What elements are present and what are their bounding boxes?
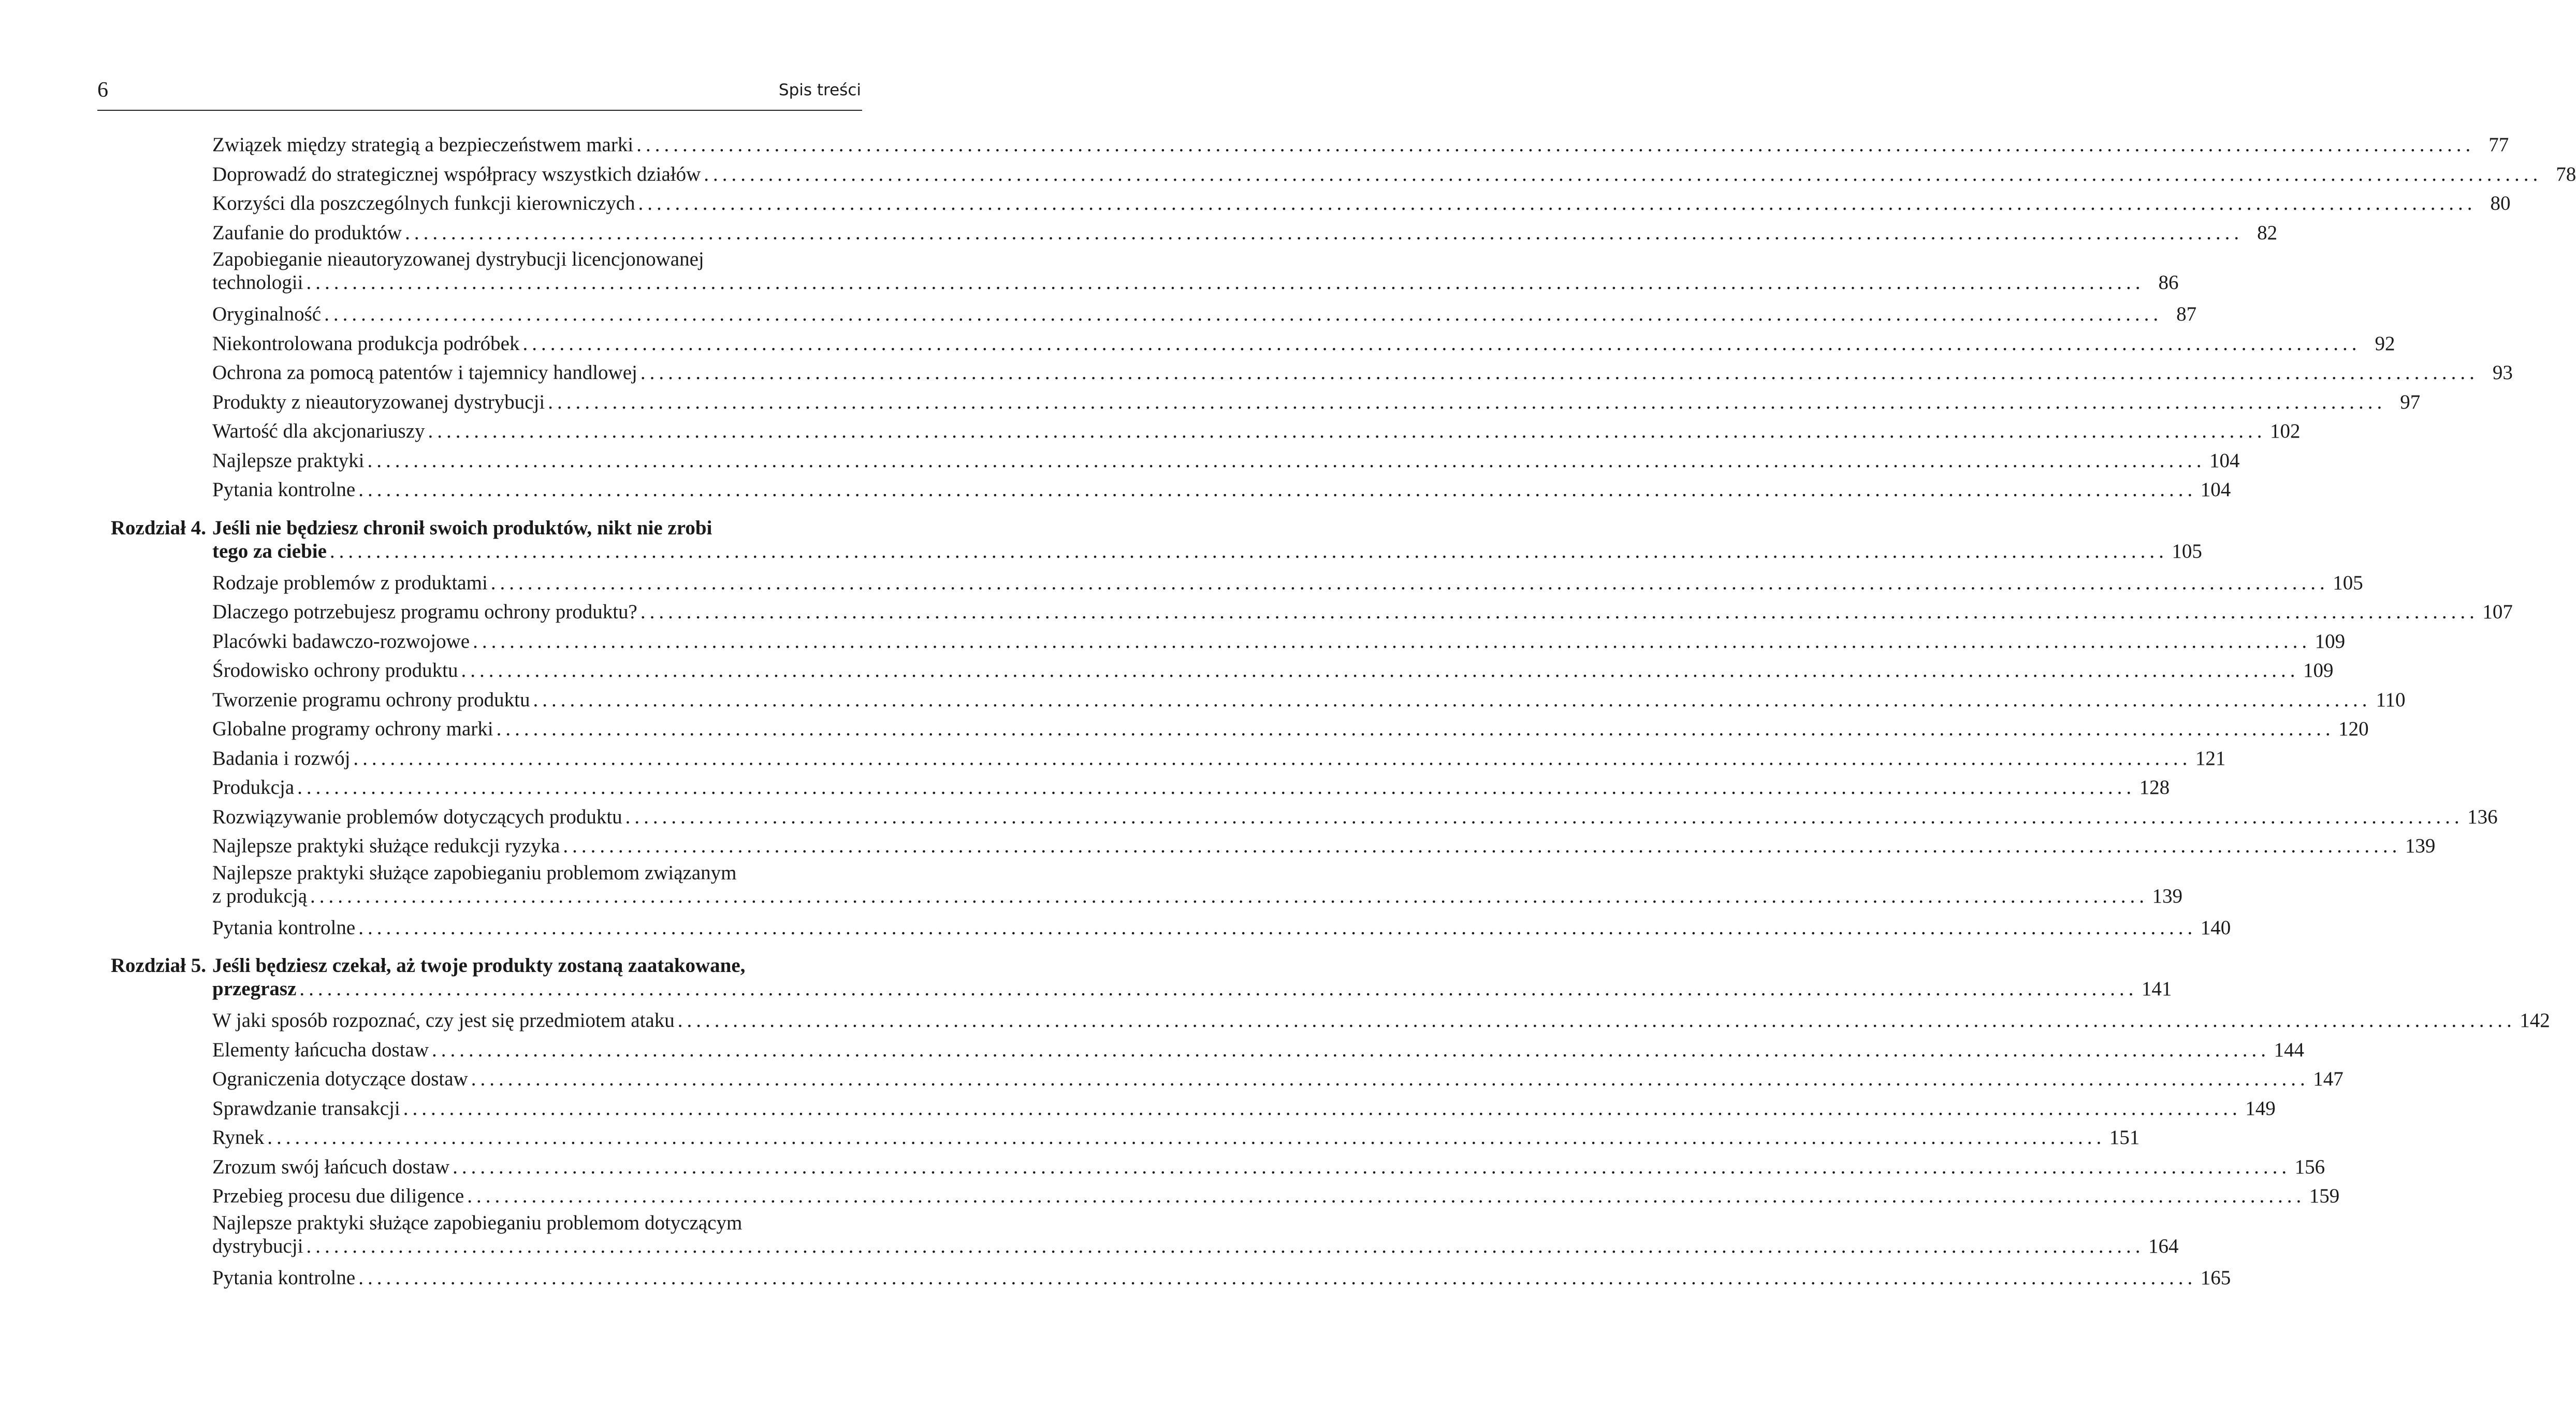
entry-page: 140 — [2200, 916, 2231, 939]
entry-title: Ograniczenia dotyczące dostaw — [212, 1068, 468, 1090]
entry-title: Zrozum swój łańcuch dostaw — [212, 1155, 450, 1178]
entry-page: 139 — [2152, 884, 2183, 907]
entry-page: 156 — [2294, 1155, 2325, 1178]
entry-row — [212, 803, 2498, 832]
entry-page: 80 — [2490, 192, 2511, 214]
entry-title: Badania i rozwój — [212, 747, 351, 769]
dot-leader: ........................................................................................................................................................................................................ — [522, 332, 2361, 355]
entry-title: Ochrona za pomocą patentów i tajemnicy handlowej — [212, 361, 637, 384]
entry-page: 105 — [2172, 540, 2202, 562]
entry-row — [212, 569, 2363, 598]
entry-row — [212, 130, 2509, 160]
toc-entry — [212, 1065, 2344, 1094]
entry-title: przegrasz — [212, 978, 297, 1000]
entry-page: 149 — [2245, 1097, 2276, 1120]
entry-title: tego za ciebie — [212, 540, 327, 562]
entry-row — [212, 329, 2395, 359]
header-rule — [97, 110, 862, 111]
toc-entry — [212, 656, 2334, 686]
toc-entry — [212, 475, 2231, 505]
entry-page: 165 — [2200, 1266, 2231, 1289]
entry-page: 104 — [2200, 478, 2231, 501]
entry-row — [212, 884, 2183, 908]
entry-title: Produkcja — [212, 776, 295, 798]
toc-entry — [212, 913, 2231, 943]
chapter-label: Rozdział 5. — [110, 954, 206, 977]
entry-title: Związek między strategią a bezpieczeństwem marki — [212, 134, 634, 156]
entry-row — [212, 219, 2278, 248]
page-number: 6 — [97, 78, 108, 102]
entry-row — [212, 773, 2170, 803]
entry-page: 121 — [2195, 747, 2226, 769]
entry-title: Niekontrolowana produkcja podróbek — [212, 332, 520, 355]
toc-entry — [212, 1153, 2325, 1182]
running-header: Spis treści — [778, 81, 861, 99]
entry-row — [212, 271, 2179, 295]
toc-entry — [212, 417, 2301, 446]
dot-leader: ........................................................................................................................................................................................................ — [490, 571, 2329, 594]
entry-title-line: Najlepsze praktyki służące zapobieganiu problemom związanym — [212, 861, 737, 884]
entry-title: Przebieg procesu due diligence — [212, 1185, 464, 1207]
entry-page: 92 — [2375, 332, 2395, 355]
entry-row — [212, 1006, 2550, 1036]
entry-page: 128 — [2139, 776, 2170, 798]
entry-page: 93 — [2492, 361, 2513, 384]
dot-leader: ........................................................................................................................................................................................................ — [496, 718, 2335, 740]
entry-title: Korzyści dla poszczególnych funkcji kierowniczych — [212, 192, 635, 214]
entry-row — [212, 627, 2346, 657]
entry-row — [212, 540, 2202, 563]
entry-title: Wartość dla akcjonariuszy — [212, 420, 425, 442]
entry-title: Rozwiązywanie problemów dotyczących produktu — [212, 805, 622, 828]
toc-entry — [212, 1264, 2231, 1293]
entry-page: 104 — [2209, 449, 2240, 472]
entry-title: Najlepsze praktyki służące redukcji ryzyka — [212, 835, 560, 857]
entry-row — [212, 189, 2511, 219]
toc-entry — [212, 686, 2406, 715]
toc-entry — [212, 598, 2513, 627]
entry-title: technologii — [212, 271, 303, 294]
entry-row — [212, 446, 2240, 476]
entry-row — [212, 832, 2436, 861]
toc-entry — [212, 1211, 2179, 1258]
entry-row — [212, 1094, 2276, 1124]
dot-leader: ........................................................................................................................................................................................................ — [548, 390, 2386, 413]
entry-page: 147 — [2313, 1068, 2344, 1090]
entry-page: 159 — [2309, 1185, 2340, 1207]
dot-leader: ........................................................................................................................................................................................................ — [453, 1155, 2291, 1178]
dot-leader: ........................................................................................................................................................................................................ — [461, 659, 2300, 681]
dot-leader: ........................................................................................................................................................................................................ — [704, 163, 2542, 185]
entry-row — [212, 977, 2172, 1001]
toc-entry — [212, 1182, 2340, 1211]
dot-leader: ........................................................................................................................................................................................................ — [428, 420, 2266, 442]
toc-entry — [212, 861, 2183, 908]
entry-row — [212, 744, 2226, 774]
entry-page: 105 — [2333, 571, 2363, 594]
dot-leader: ........................................................................................................................................................................................................ — [353, 747, 2192, 769]
entry-title: Elementy łańcucha dostaw — [212, 1038, 429, 1061]
toc-entry — [212, 773, 2170, 803]
entry-row — [212, 300, 2197, 329]
toc-entry — [212, 1006, 2550, 1036]
toc-entry — [212, 446, 2240, 476]
chapter-entry — [110, 954, 2172, 1001]
entry-title: Placówki badawczo-rozwojowe — [212, 630, 470, 652]
toc-entry — [212, 1123, 2140, 1153]
dot-leader: ........................................................................................................................................................................................................ — [405, 221, 2244, 244]
toc-entry — [212, 569, 2363, 598]
toc-entry — [212, 803, 2498, 832]
dot-leader: ........................................................................................................................................................................................................ — [324, 303, 2163, 325]
dot-leader: ........................................................................................................................................................................................................ — [403, 1097, 2242, 1120]
entry-row — [212, 1036, 2305, 1065]
entry-title: Najlepsze praktyki — [212, 449, 365, 472]
toc-entry — [212, 388, 2421, 417]
chapter-label: Rozdział 4. — [110, 516, 206, 539]
dot-leader: ........................................................................................................................................................................................................ — [306, 271, 2145, 294]
entry-page: 78 — [2556, 163, 2576, 185]
entry-title: Oryginalność — [212, 303, 322, 325]
entry-row — [212, 715, 2369, 744]
entry-row — [212, 160, 2576, 190]
toc-entry — [212, 130, 2509, 160]
entry-title: Tworzenie programu ochrony produktu — [212, 688, 530, 711]
toc-entry — [212, 300, 2197, 329]
entry-row — [212, 417, 2301, 446]
toc-entry — [212, 219, 2278, 248]
dot-leader: ........................................................................................................................................................................................................ — [471, 1068, 2309, 1090]
entry-row — [212, 358, 2513, 388]
entry-title: z produkcją — [212, 884, 308, 907]
entry-page: 110 — [2376, 688, 2406, 711]
entry-title-line: Jeśli będziesz czekał, aż twoje produkty zostaną zaatakowane, — [212, 954, 746, 977]
entry-row — [212, 1153, 2325, 1182]
entry-page: 141 — [2141, 978, 2172, 1000]
entry-page: 86 — [2158, 271, 2179, 294]
entry-row — [212, 1182, 2340, 1211]
entry-row — [212, 913, 2231, 943]
dot-leader: ........................................................................................................................................................................................................ — [432, 1038, 2271, 1061]
entry-row — [212, 1065, 2344, 1094]
dot-leader: ........................................................................................................................................................................................................ — [299, 978, 2138, 1000]
dot-leader: ........................................................................................................................................................................................................ — [473, 630, 2311, 652]
dot-leader: ........................................................................................................................................................................................................ — [636, 134, 2475, 156]
entry-title: Rodzaje problemów z produktami — [212, 571, 488, 594]
dot-leader: ........................................................................................................................................................................................................ — [267, 1126, 2106, 1149]
entry-row — [212, 388, 2421, 417]
entry-title: Globalne programy ochrony marki — [212, 718, 493, 740]
entry-page: 136 — [2467, 805, 2498, 828]
entry-row — [212, 1235, 2179, 1258]
dot-leader: ........................................................................................................................................................................................................ — [625, 805, 2464, 828]
toc-entry — [212, 329, 2395, 359]
dot-leader: ........................................................................................................................................................................................................ — [640, 601, 2479, 623]
entry-page: 87 — [2176, 303, 2197, 325]
entry-title: Zaufanie do produktów — [212, 221, 402, 244]
toc-entry — [212, 627, 2346, 657]
entry-page: 77 — [2488, 134, 2509, 156]
entry-title: Doprowadź do strategicznej współpracy wszystkich działów — [212, 163, 701, 185]
entry-page: 151 — [2109, 1126, 2140, 1149]
toc-entry — [212, 248, 2179, 295]
toc-entry — [212, 358, 2513, 388]
entry-title-line: Zapobieganie nieautoryzowanej dystrybucji licencjonowanej — [212, 248, 704, 270]
entry-title: Rynek — [212, 1126, 265, 1149]
entry-row — [212, 1123, 2140, 1153]
entry-title: Pytania kontrolne — [212, 916, 356, 939]
entry-title-line: Najlepsze praktyki służące zapobieganiu problemom dotyczącym — [212, 1211, 743, 1234]
toc-entry — [212, 744, 2226, 774]
dot-leader: ........................................................................................................................................................................................................ — [329, 540, 2168, 562]
dot-leader: ........................................................................................................................................................................................................ — [358, 1266, 2197, 1289]
toc-entry — [212, 715, 2369, 744]
dot-leader: ........................................................................................................................................................................................................ — [563, 835, 2402, 857]
dot-leader: ........................................................................................................................................................................................................ — [638, 192, 2477, 214]
dot-leader: ........................................................................................................................................................................................................ — [467, 1185, 2306, 1207]
toc-entry — [212, 1036, 2305, 1065]
entry-row — [212, 656, 2334, 686]
entry-page: 120 — [2338, 718, 2369, 740]
chapter-entry — [110, 516, 2202, 563]
entry-title: Środowisko ochrony produktu — [212, 659, 458, 681]
entry-page: 102 — [2270, 420, 2301, 442]
toc-entry — [212, 832, 2436, 861]
dot-leader: ........................................................................................................................................................................................................ — [358, 916, 2197, 939]
entry-title: Pytania kontrolne — [212, 478, 356, 501]
entry-page: 142 — [2520, 1009, 2550, 1032]
entry-title: dystrybucji — [212, 1235, 303, 1257]
entry-page: 107 — [2482, 601, 2513, 623]
entry-title-line: Jeśli nie będziesz chronił swoich produktów, nikt nie zrobi — [212, 516, 712, 539]
entry-title: Sprawdzanie transakcji — [212, 1097, 400, 1120]
toc-entry — [212, 1094, 2276, 1124]
entry-page: 109 — [2315, 630, 2346, 652]
entry-title: Produkty z nieautoryzowanej dystrybucji — [212, 390, 545, 413]
entry-title: W jaki sposób rozpoznać, czy jest się przedmiotem ataku — [212, 1009, 675, 1032]
entry-page: 82 — [2257, 221, 2278, 244]
entry-title: Dlaczego potrzebujesz programu ochrony produktu? — [212, 601, 637, 623]
entry-page: 109 — [2303, 659, 2334, 681]
dot-leader: ........................................................................................................................................................................................................ — [367, 449, 2206, 472]
entry-page: 164 — [2148, 1235, 2179, 1257]
entry-page: 144 — [2274, 1038, 2305, 1061]
dot-leader: ........................................................................................................................................................................................................ — [306, 1235, 2145, 1257]
dot-leader: ........................................................................................................................................................................................................ — [640, 361, 2479, 384]
entry-row — [212, 475, 2231, 505]
toc-entry — [212, 189, 2511, 219]
entry-page: 139 — [2405, 835, 2436, 857]
entry-row — [212, 1264, 2231, 1293]
dot-leader: ........................................................................................................................................................................................................ — [533, 688, 2371, 711]
toc-entry — [212, 160, 2576, 190]
dot-leader: ........................................................................................................................................................................................................ — [677, 1009, 2516, 1032]
entry-title: Pytania kontrolne — [212, 1266, 356, 1289]
entry-row — [212, 686, 2406, 715]
dot-leader: ........................................................................................................................................................................................................ — [297, 776, 2136, 798]
dot-leader: ........................................................................................................................................................................................................ — [358, 478, 2197, 501]
entry-page: 97 — [2400, 390, 2421, 413]
entry-row — [212, 598, 2513, 627]
dot-leader: ........................................................................................................................................................................................................ — [310, 884, 2149, 907]
table-of-contents — [0, 130, 2576, 1293]
